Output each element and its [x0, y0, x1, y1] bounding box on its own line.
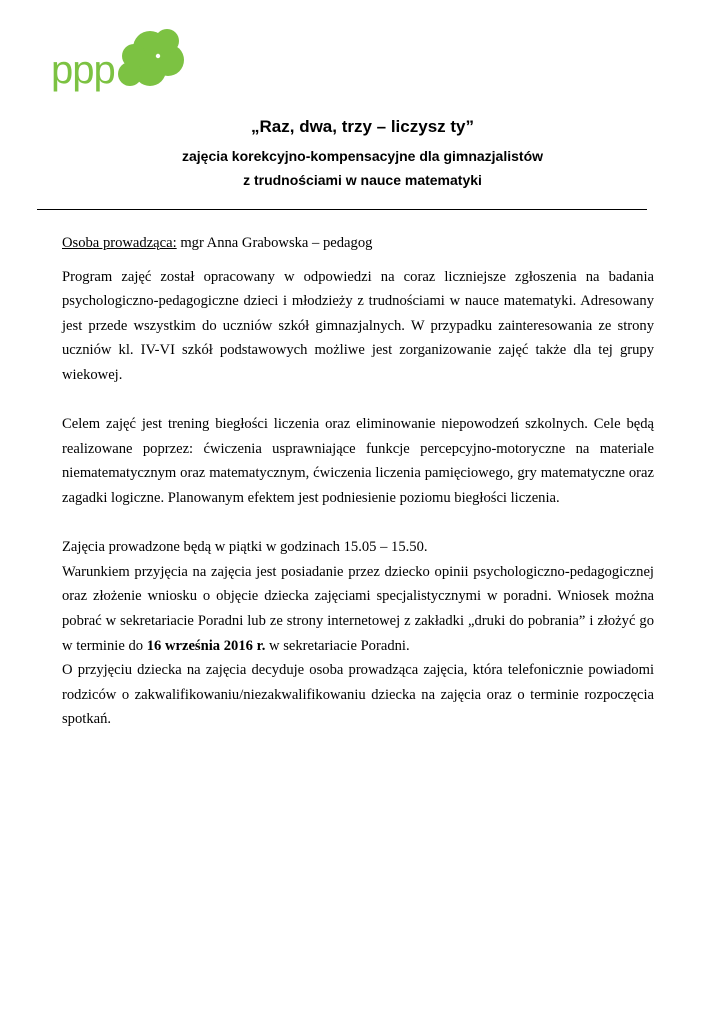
document-body [62, 231, 654, 732]
paragraph-schedule: Zajęcia prowadzone będą w piątki w godzinach 15.05 – 15.50. [62, 539, 428, 556]
leader-label: Osoba prowadząca: [62, 235, 177, 251]
paragraph-admission: O przyjęciu dziecka na zajęcia decyduje osoba prowadząca zajęcia, która telefonicznie powiadomi rodziców o zakwalifikowaniu/niezakwalifikowaniu dziecka na zajęcia oraz o terminie rozpoczęcia spotkań. [62, 662, 654, 728]
logo-text: ppp [51, 48, 115, 92]
subtitle-line-2: z trudnościami w nauce matematyki [243, 172, 482, 188]
document-title: „Raz, dwa, trzy – liczysz ty” [251, 117, 474, 136]
subtitle-line-1: zajęcia korekcyjno-kompensacyjne dla gimnazjalistów [181, 148, 544, 164]
conditions-text-end: w sekretariacie Poradni. [265, 637, 410, 654]
leader-value: mgr Anna Grabowska – pedagog [176, 235, 373, 251]
paragraph-conditions [62, 560, 654, 658]
divider [37, 209, 647, 210]
paragraph-goals: Celem zajęć jest trening biegłości liczenia oraz eliminowanie niepowodzeń szkolnych. Cele będą realizowane poprzez: ćwiczenia usprawniające funkcje percepcyjno-motoryczne na materiale niematematycznym oraz matematycznym, ćwiczenia liczenia pamięciowego, gry matematyczne oraz zagadki logiczne. Planowanym efektem jest podniesienie poziomu biegłości liczenia. [62, 416, 654, 506]
leader-line [62, 231, 654, 256]
deadline-date: 16 września 2016 r. [146, 637, 266, 654]
conditions-text: Warunkiem przyjęcia na zajęcia jest posiadanie przez dziecko opinii psychologiczno-pedagogicznej oraz złożenie wniosku o objęcie dziecka zajęciami specjalistycznymi w poradni. Wniosek można pobrać w sekretariacie Poradni lub ze strony internetowej z zakładki „druki do pobrania” i złożyć go w terminie do [62, 563, 654, 654]
paragraph-program: Program zajęć został opracowany w odpowiedzi na coraz liczniejsze zgłoszenia na badania psychologiczno-pedagogiczne dzieci i młodzieży z trudnościami w nauce matematyki. Adresowany jest przede wszystkim do uczniów szkół gimnazjalnych. W przypadku zainteresowania ze strony uczniów kl. IV-VI szkół podstawowych możliwe jest zorganizowanie zajęć także dla tej grupy wiekowej. [62, 268, 654, 383]
